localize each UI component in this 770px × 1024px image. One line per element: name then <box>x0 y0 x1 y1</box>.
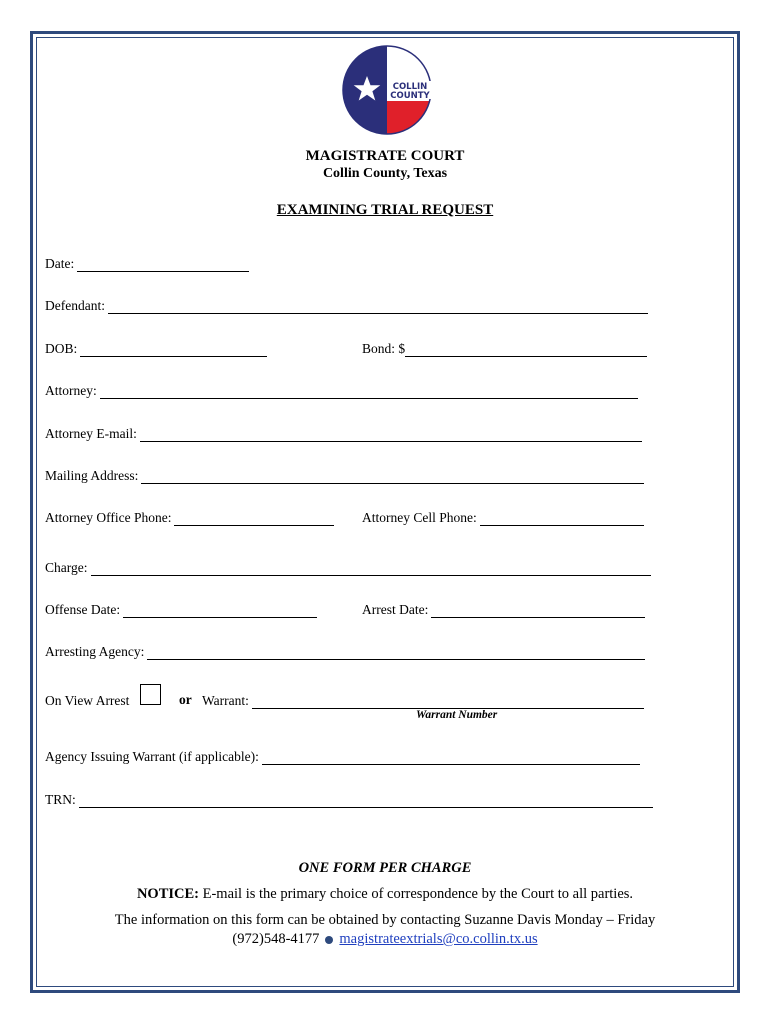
collin-county-logo <box>340 43 434 137</box>
on-view-arrest-field <box>45 693 132 709</box>
or-label: or <box>179 692 192 707</box>
attorney-cell-phone-input-line[interactable] <box>480 511 644 526</box>
offense-date-field <box>45 602 317 618</box>
one-form-per-charge: ONE FORM PER CHARGE <box>298 860 472 876</box>
arrest-date-label: Arrest Date: <box>362 602 429 617</box>
dob-label: DOB: <box>45 341 78 356</box>
defendant-label: Defendant: <box>45 298 105 313</box>
logo-text-collin: COLLIN <box>392 82 428 92</box>
attorney-input-line[interactable] <box>100 384 638 399</box>
arresting-agency-label: Arresting Agency: <box>45 644 145 659</box>
trn-label: TRN: <box>45 792 76 807</box>
attorney-office-phone-field <box>45 510 334 526</box>
attorney-email-label: Attorney E-mail: <box>45 426 137 441</box>
warrant-label: Warrant: <box>202 693 249 708</box>
attorney-field <box>45 383 638 399</box>
date-label: Date: <box>45 256 75 271</box>
notice-label: NOTICE: <box>136 886 199 902</box>
agency-issuing-warrant-field <box>45 749 640 765</box>
charge-field <box>45 560 651 576</box>
trn-input-line[interactable] <box>79 793 653 808</box>
attorney-email-input-line[interactable] <box>140 427 642 442</box>
date-field <box>45 256 249 272</box>
trn-field <box>45 792 653 808</box>
offense-date-label: Offense Date: <box>45 602 121 617</box>
charge-label: Charge: <box>45 560 88 575</box>
arresting-agency-input-line[interactable] <box>147 645 645 660</box>
charge-input-line[interactable] <box>91 561 651 576</box>
bond-label: Bond: $ <box>362 341 406 356</box>
on-view-arrest-checkbox[interactable] <box>140 684 161 705</box>
attorney-email-field <box>45 426 642 442</box>
notice-text <box>0 886 770 903</box>
contact-info-text: The information on this form can be obtained by contacting Suzanne Davis Monday – Friday <box>114 912 656 928</box>
arresting-agency-field <box>45 644 645 660</box>
warrant-field <box>202 693 644 709</box>
mailing-address-label: Mailing Address: <box>45 468 139 483</box>
agency-issuing-warrant-label: Agency Issuing Warrant (if applicable): <box>45 749 259 764</box>
form-title: EXAMINING TRIAL REQUEST <box>276 202 494 218</box>
defendant-field <box>45 298 648 314</box>
attorney-label: Attorney: <box>45 383 97 398</box>
bullet-icon <box>325 936 333 944</box>
logo-text-county: COUNTY <box>390 91 430 101</box>
attorney-office-phone-label: Attorney Office Phone: <box>45 510 172 525</box>
arrest-date-input-line[interactable] <box>431 603 645 618</box>
warrant-input-line[interactable] <box>252 694 644 709</box>
notice-body: E-mail is the primary choice of correspondence by the Court to all parties. <box>198 886 634 902</box>
offense-date-input-line[interactable] <box>123 603 317 618</box>
defendant-input-line[interactable] <box>108 299 648 314</box>
dob-field <box>45 341 267 357</box>
mailing-address-field <box>45 468 644 484</box>
mailing-address-input-line[interactable] <box>141 469 644 484</box>
attorney-cell-phone-field <box>362 510 644 526</box>
dob-input-line[interactable] <box>80 342 267 357</box>
bond-input-line[interactable] <box>405 342 647 357</box>
attorney-office-phone-input-line[interactable] <box>174 511 334 526</box>
agency-issuing-warrant-input-line[interactable] <box>262 750 640 765</box>
arrest-date-field <box>362 602 645 618</box>
contact-line <box>0 931 770 948</box>
contact-phone: (972)548-4177 <box>232 931 320 947</box>
court-location: Collin County, Texas <box>322 166 448 181</box>
on-view-arrest-label: On View Arrest <box>45 693 130 708</box>
warrant-number-caption: Warrant Number <box>416 709 498 721</box>
court-name: MAGISTRATE COURT <box>305 148 465 164</box>
bond-field <box>362 341 647 357</box>
date-input-line[interactable] <box>77 257 249 272</box>
attorney-cell-phone-label: Attorney Cell Phone: <box>362 510 477 525</box>
contact-email-link[interactable]: magistrateextrials@co.collin.tx.us <box>339 931 538 947</box>
